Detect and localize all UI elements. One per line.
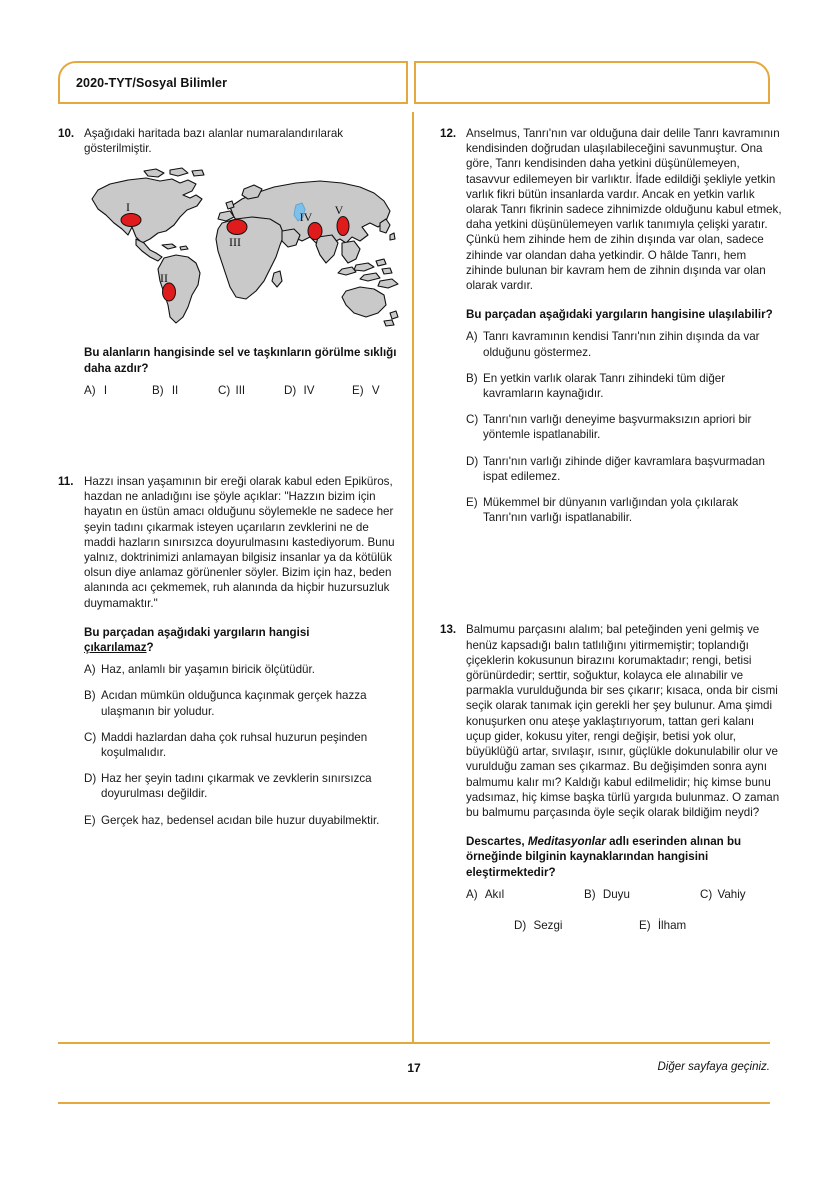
option-C-letter: C) [700,887,713,901]
left-column [58,126,400,839]
option-C[interactable] [218,383,284,398]
option-C-text: Maddi hazlardan daha çok ruhsal huzurun peşinden koşulmalıdır. [101,730,368,760]
right-column [440,126,782,933]
option-C-letter: C) [84,730,97,744]
question-12-options [466,329,782,525]
question-13-stem: Balmumu parçasını alalım; bal peteğinden yeni gelmiş ve henüz kapsadığı balın tatlılığını yitirmemiştir; toplandığı çiçeklerin kokusunun birazını korumaktadır; rengi, betisi görünürdedir; serttir, soğuktur, kolayca ele alınabilir ve parmakla vurulduğunda bir ses çıkarır; kısaca, onda bir cismi seçik olarak tanımak için gerekli her şey bulunur. Ama şimdi konuşurken onu ateşe yaklaştırıyorum, tattan geri kalanı uçup gider, kokusu yiter, rengi değişir, betisi yok olur, büyüklüğü artar, sıvılaşır, ısınır, güçlükle dokunulabilir olur ve vurulduğu zaman ses çıkarmaz. Bu değişimden sonra aynı balmumu kalır mı? Kaldığı kabul edilmelidir; hiç kimse bunu yadsımaz, hiç kimse başka türlü yargıda bulunmaz. O zaman bu balmumu parçasında öyle seçik olarak bildiğim neydi? [466,623,780,819]
option-D-letter: D) [514,918,527,932]
option-B-text: En yetkin varlık olarak Tanrı zihindeki tüm diğer kavramların kaynağıdır. [483,371,726,401]
header-empty-box [414,61,770,104]
map-label-III: III [229,235,241,250]
option-D-text: Tanrı'nın varlığı zihinde diğer kavramlara başvurmadan ispat edilemez. [483,454,765,483]
option-B-text: Acıdan mümkün olduğunca kaçınmak gerçek hazza ulaşmanın bir yoludur. [101,689,367,718]
question-12-prompt: Bu parçadan aşağıdaki yargıların hangisine ulaşılabilir? [466,308,773,322]
question-12-number: 12. [440,127,457,140]
option-E-letter: E) [84,813,96,827]
column-divider [412,112,414,1042]
option-A-text: Haz, anlamlı bir yaşamın biricik ölçütüdür. [101,663,315,677]
option-D-letter: D) [466,454,479,468]
region-marker-4 [308,223,322,240]
option-A-letter: A) [466,887,478,901]
question-11 [58,474,400,828]
option-E[interactable] [466,495,782,525]
map-label-IV: IV [299,210,313,225]
question-11-header [58,474,400,611]
question-13-prompt [466,834,782,880]
footer-rule-top [58,1042,770,1044]
question-12-body [440,307,782,525]
option-E-text: Gerçek haz, bedensel acıdan bile huzur duyabilmektir. [101,813,380,827]
question-13-header [440,622,782,820]
question-11-prompt-line1: Bu parçadan aşağıdaki yargıların hangisi [84,625,310,639]
option-A-letter: A) [84,663,96,677]
option-A[interactable] [466,887,584,902]
option-B-text: Duyu [602,887,630,901]
map-label-V: V [334,203,344,218]
option-A[interactable] [84,383,152,398]
option-B[interactable] [466,371,782,401]
option-B[interactable] [584,887,700,902]
option-C-letter: C) [466,413,479,427]
question-10-header [58,126,400,156]
map-label-II: II [160,271,168,286]
option-B[interactable] [152,383,218,398]
question-12-stem: Anselmus, Tanrı'nın var olduğuna dair delile Tanrı kavramının kendisinden doğrudan ulaşılabileceğini savunmuştur. Ona göre, Tanrı kendisinden daha yetkini düşünülemeyen, tasavvur edilemeyen bir varlıktır. İfade edildiği şekliyle yetkin varlık fikri bütün insanlarda vardır. Ancak en yetkin varlık olarak Tanrı fikrinin sadece zihnimizde olduğunu kabul etmek, daha yetkini düşünülemeyen varlık tanımıyla çelişki yaratır. Çünkü hem zihinde hem de zihin dışında var olan, sadece zihinde var olandan daha yetkindir. O hâlde Tanrı, hem zihinde bulunan bir kavram hem de zihnin dışında var olan olarak vardır. [466,127,782,293]
option-B-text: II [171,383,179,397]
region-marker-1 [121,214,141,227]
footer-note: Diğer sayfaya geçiniz. [657,1061,770,1073]
option-D[interactable] [466,454,782,484]
option-A-text: Tanrı kavramının kendisi Tanrı'nın zihin dışında da var olduğunu göstermez. [483,330,760,359]
world-map-numbered-regions [84,165,400,333]
page-header [58,61,770,104]
question-13-body [440,834,782,933]
option-D-text: Haz her şeyin tadını çıkarmak ve zevklerin sınırsızca doyurulması değildir. [101,772,372,801]
question-10-stem: Aşağıdaki haritada bazı alanlar numaralandırılarak gösterilmiştir. [84,127,344,156]
option-C-text: Tanrı'nın varlığı deneyime başvurmaksızın apriori bir yöntemle ispatlanabilir. [483,413,752,442]
question-12-header [440,126,782,293]
option-A-text: I [103,383,108,397]
option-D-text: IV [303,383,315,397]
question-11-number: 11. [58,475,74,489]
option-E-text: Mükemmel bir dünyanın varlığından yola çıkılarak Tanrı'nın varlığı ispatlanabilir. [483,496,739,525]
option-D[interactable] [284,383,352,398]
question-12 [440,126,782,525]
question-13-prompt-part2: adlı eserinden alınan bu örneğinde bilginin kaynaklarından hangisini eleştirmektedir? [466,835,742,879]
option-C[interactable] [466,412,782,442]
option-E-text: V [371,383,380,397]
option-B[interactable] [84,688,400,718]
option-B-letter: B) [84,689,96,703]
option-D[interactable] [84,771,400,801]
question-13-number: 13. [440,623,457,637]
option-A-letter: A) [84,383,96,397]
question-11-prompt [84,625,400,655]
question-10-prompt: Bu alanların hangisinde sel ve taşkınların görülme sıklığı daha azdır? [84,346,397,375]
header-title-box [58,61,408,104]
region-marker-2 [163,283,176,301]
question-13-book-title: Meditasyonlar [527,835,606,849]
option-E-letter: E) [639,918,651,932]
option-E[interactable] [639,918,686,933]
option-B-letter: B) [152,383,164,397]
question-11-options [84,662,400,828]
question-10-number: 10. [58,127,75,140]
option-E[interactable] [84,813,400,828]
option-E-text: İlham [657,918,687,932]
map-label-I: I [126,200,130,215]
question-10-body [58,345,400,398]
question-13-prompt-part1: Descartes, [466,835,528,849]
option-D[interactable] [514,918,639,933]
option-E-letter: E) [352,383,364,397]
question-10-options [84,383,400,398]
page-number: 17 [407,1061,421,1075]
region-marker-3 [227,220,247,235]
option-C-text: III [235,383,246,397]
footer-rule-bottom [58,1102,770,1104]
exam-title: 2020-TYT/Sosyal Bilimler [76,75,228,90]
question-10-figure [58,165,400,333]
option-A-letter: A) [466,330,478,344]
question-10 [58,126,400,398]
question-11-prompt-tail: ? [146,641,154,655]
option-C-letter: C) [218,383,231,397]
option-E[interactable] [352,383,380,398]
option-E-letter: E) [466,496,478,510]
option-B-letter: B) [466,371,478,385]
option-A-text: Akıl [484,887,505,901]
question-11-prompt-underlined: çıkarılamaz [84,641,147,655]
option-A[interactable] [84,662,400,677]
region-marker-5 [337,217,349,236]
question-13 [440,622,782,933]
option-C-text: Vahiy [717,887,746,901]
question-11-stem: Hazzı insan yaşamının bir ereği olarak kabul eden Epiküros, hazdan ne anladığını ise şöyle açıklar: "Hazzın bizim için hayatın en üstün amacı olduğunu söylemekle ne sadece her şeyin tadını çıkarmak isteyen uçarıların zevklerini ne de maddi hazların sınırsızca doyurulmasını kastediyorum. Bunu yalnız, doktrinimizi anlamayan bilgisiz insanlar ya da kötülük olsun diye anlamaz görünenler söyler. Bizim için haz, beden alanında acı çekmemek, ruh alanında da hiçbir huzursuzluk duymamaktır." [84,475,395,610]
question-11-body [58,625,400,828]
option-C[interactable] [700,887,746,902]
option-B-letter: B) [584,887,596,901]
option-D-letter: D) [84,772,97,786]
option-C[interactable] [84,730,400,760]
option-D-text: Sezgi [533,918,563,932]
option-A[interactable] [466,329,782,359]
option-D-letter: D) [284,383,297,397]
question-13-options-row1 [466,887,782,902]
question-13-options-row2 [466,918,782,933]
